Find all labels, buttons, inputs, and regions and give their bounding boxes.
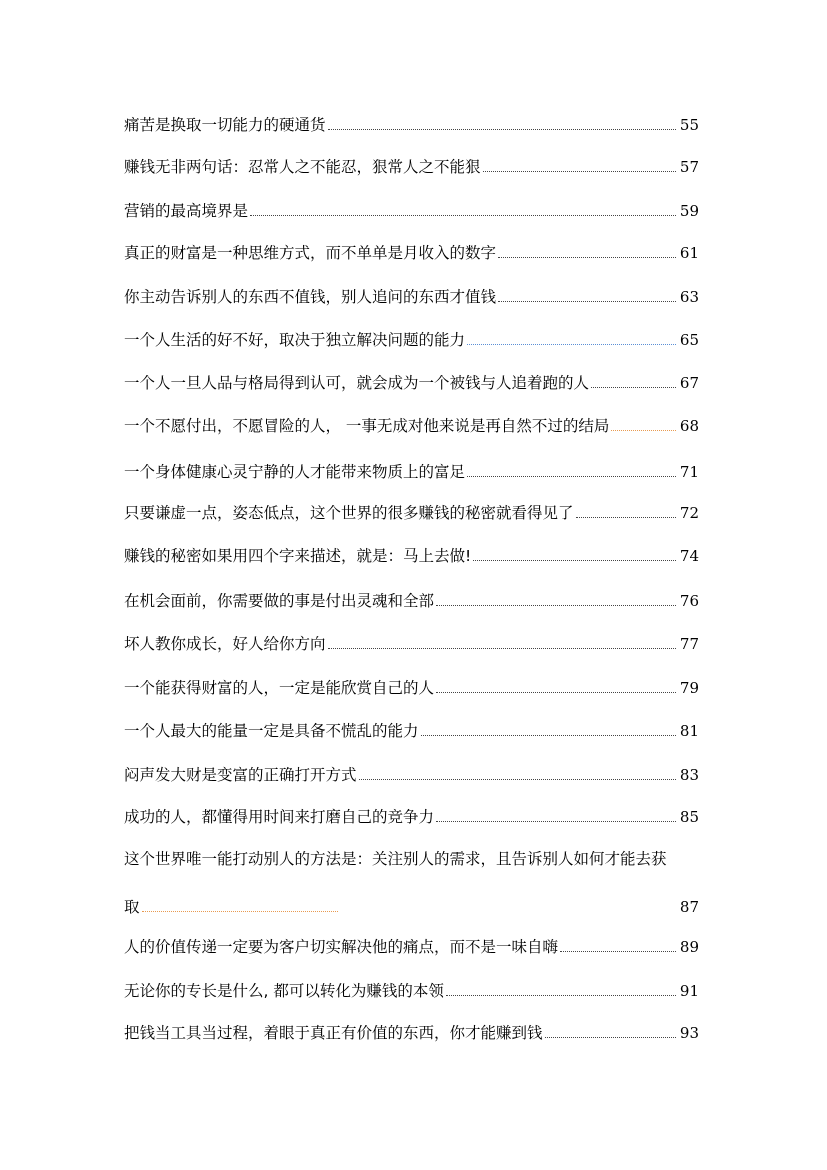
- toc-entry[interactable]: [124, 284, 699, 308]
- toc-page-number: 91: [679, 982, 699, 1000]
- toc-title: 一个不愿付出，不愿冒险的人， 一事无成对他来说是再自然不过的结局: [124, 417, 610, 435]
- toc-leader-dots: [359, 778, 676, 780]
- toc-entry[interactable]: [124, 675, 699, 699]
- toc-page-number: 63: [679, 288, 699, 306]
- toc-leader-dots: [142, 910, 338, 912]
- toc-page-number: 68: [679, 417, 699, 435]
- toc-entry[interactable]: [124, 413, 699, 437]
- toc-title: 无论你的专长是什么, 都可以转化为赚钱的本领: [124, 982, 444, 1000]
- toc-entry[interactable]: [124, 631, 699, 655]
- toc-leader-dots: [328, 128, 676, 130]
- toc-entry[interactable]: [124, 804, 699, 828]
- toc-entry[interactable]: [124, 718, 699, 742]
- toc-entry[interactable]: [124, 112, 699, 136]
- toc-entry-wrapped-line1[interactable]: 这个世界唯一能打动别人的方法是：关注别人的需求，且告诉别人如何才能去获: [124, 850, 667, 868]
- toc-page-number: 67: [679, 374, 699, 392]
- toc-title: 成功的人，都懂得用时间来打磨自己的竞争力: [124, 808, 435, 826]
- toc-leader-dots: [498, 300, 676, 302]
- toc-page-number: 65: [679, 331, 699, 349]
- toc-entry[interactable]: [124, 762, 699, 786]
- toc-title: 你主动告诉别人的东西不值钱，别人追问的东西才值钱: [124, 288, 497, 306]
- toc-entry[interactable]: [124, 543, 699, 567]
- toc-title: 一个能获得财富的人，一定是能欣赏自己的人: [124, 679, 435, 697]
- toc-page-number: 79: [679, 679, 699, 697]
- toc-page-number: 59: [679, 202, 699, 220]
- toc-leader-dots: [328, 647, 676, 649]
- toc-leader-dots: [498, 256, 676, 258]
- toc-leader-dots: [436, 820, 676, 822]
- toc-leader-dots: [467, 475, 676, 477]
- toc-entry[interactable]: [124, 588, 699, 612]
- toc-page-number: 77: [679, 635, 699, 653]
- toc-title: 一个人一旦人品与格局得到认可，就会成为一个被钱与人追着跑的人: [124, 374, 590, 392]
- toc-entry[interactable]: [124, 1020, 699, 1044]
- toc-title: 痛苦是换取一切能力的硬通货: [124, 116, 326, 134]
- toc-leader-dots: [611, 429, 675, 431]
- toc-title: 赚钱无非两句话：忍常人之不能忍，狠常人之不能狠: [124, 158, 481, 176]
- toc-page-number: 87: [679, 898, 699, 916]
- toc-title: 赚钱的秘密如果用四个字来描述，就是：马上去做!: [124, 547, 472, 565]
- toc-leader-dots: [560, 950, 676, 952]
- toc-page-number: 71: [679, 463, 699, 481]
- toc-page-number: 55: [679, 116, 699, 134]
- toc-page-number: 85: [679, 808, 699, 826]
- toc-leader-dots: [467, 343, 676, 345]
- toc-leader-dots: [473, 559, 676, 561]
- toc-leader-dots: [545, 1036, 676, 1038]
- toc-entry[interactable]: [124, 327, 699, 351]
- toc-entry[interactable]: [124, 240, 699, 264]
- toc-entry[interactable]: [124, 934, 699, 958]
- toc-title: 只要谦虚一点，姿态低点，这个世界的很多赚钱的秘密就看得见了: [124, 504, 574, 522]
- toc-title: 人的价值传递一定要为客户切实解决他的痛点，而不是一味自嗨: [124, 938, 559, 956]
- toc-entry[interactable]: [124, 154, 699, 178]
- toc-title: 取: [124, 898, 140, 916]
- toc-leader-dots: [436, 604, 676, 606]
- toc-leader-dots: [483, 170, 676, 172]
- toc-title: 营销的最高境界是: [124, 202, 249, 220]
- toc-entry[interactable]: [124, 978, 699, 1002]
- toc-leader-dots: [591, 386, 676, 388]
- toc-title: 把钱当工具当过程，着眼于真正有价值的东西，你才能赚到钱: [124, 1024, 543, 1042]
- toc-page-number: 57: [679, 158, 699, 176]
- toc-page-number: 93: [679, 1024, 699, 1042]
- toc-title: 一个人最大的能量一定是具备不慌乱的能力: [124, 722, 419, 740]
- toc-page-number: 74: [679, 547, 699, 565]
- toc-entry[interactable]: [124, 500, 699, 524]
- toc-leader-dots: [576, 516, 676, 518]
- toc-title: 坏人教你成长，好人给你方向: [124, 635, 326, 653]
- toc-page-number: 72: [679, 504, 699, 522]
- toc-title: 在机会面前，你需要做的事是付出灵魂和全部: [124, 592, 435, 610]
- toc-page-number: 61: [679, 244, 699, 262]
- toc-page-number: 89: [679, 938, 699, 956]
- toc-page-number: 76: [679, 592, 699, 610]
- toc-leader-dots: [421, 734, 676, 736]
- toc-title: 一个身体健康心灵宁静的人才能带来物质上的富足: [124, 463, 466, 481]
- toc-title: 一个人生活的好不好，取决于独立解决问题的能力: [124, 331, 466, 349]
- toc-title: 闷声发大财是变富的正确打开方式: [124, 766, 357, 784]
- toc-entry-wrapped-line2[interactable]: [124, 894, 699, 918]
- toc-page-number: 81: [679, 722, 699, 740]
- toc-entry[interactable]: [124, 198, 699, 222]
- toc-entry[interactable]: [124, 459, 699, 483]
- toc-leader-dots: [446, 994, 676, 996]
- toc-leader-dots: [250, 214, 676, 216]
- toc-leader-dots: [436, 691, 676, 693]
- toc-page-number: 83: [679, 766, 699, 784]
- toc-entry[interactable]: [124, 370, 699, 394]
- toc-title: 真正的财富是一种思维方式，而不单单是月收入的数字: [124, 244, 497, 262]
